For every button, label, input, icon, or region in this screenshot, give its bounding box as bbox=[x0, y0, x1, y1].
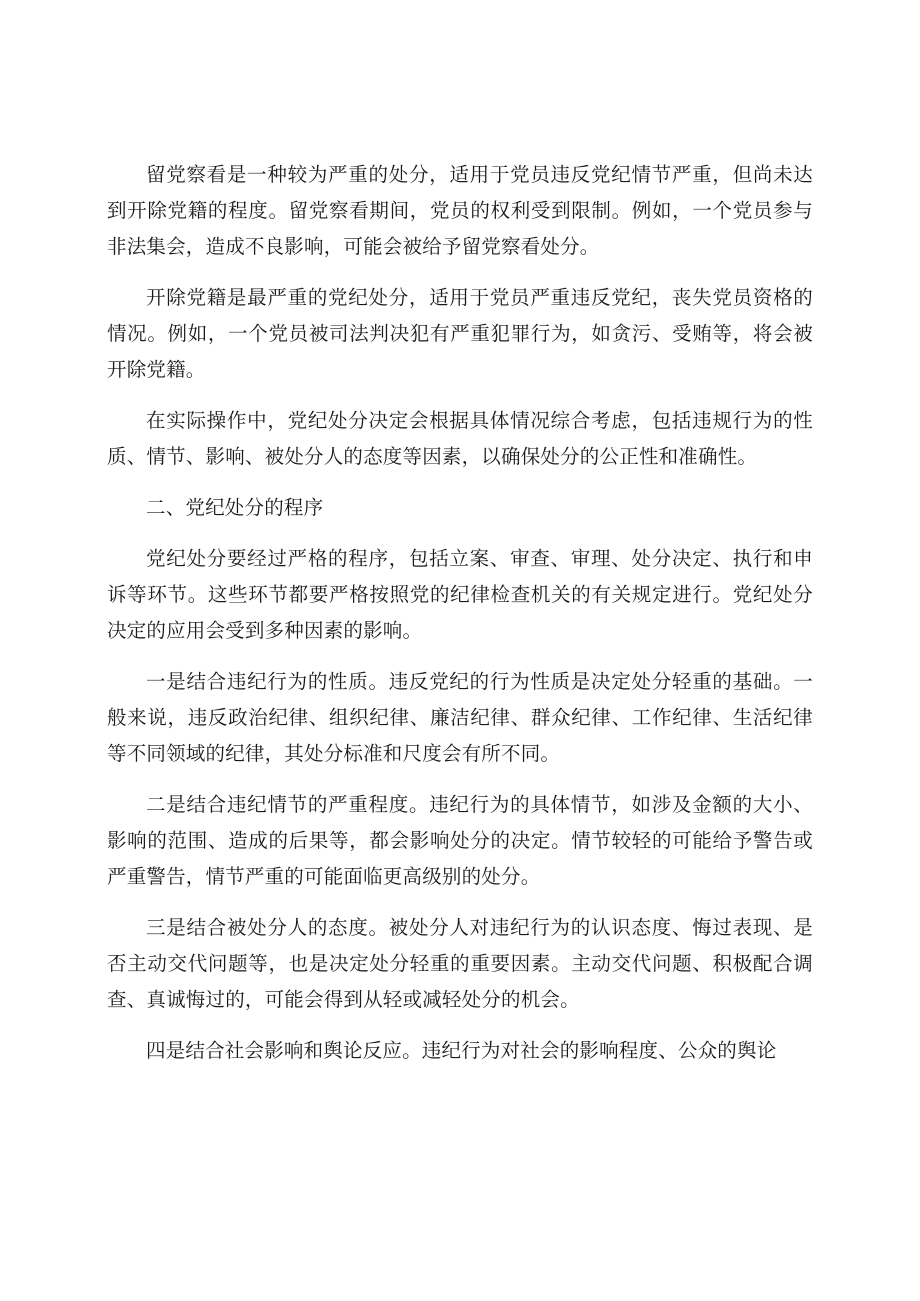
paragraph-factor-nature: 一是结合违纪行为的性质。违反党纪的行为性质是决定处分轻重的基础。一般来说，违反政治纪律、组织纪律、廉洁纪律、群众纪律、工作纪律、生活纪律等不同领域的纪律，其处分标准和尺度会有所不同。 bbox=[107, 670, 813, 765]
paragraph-factor-attitude: 三是结合被处分人的态度。被处分人对违纪行为的认识态度、悔过表现、是否主动交代问题等，也是决定处分轻重的重要因素。主动交代问题、积极配合调查、真诚悔过的，可能会得到从轻或减轻处分的机会。 bbox=[107, 916, 813, 1011]
paragraph-factor-severity: 二是结合违纪情节的严重程度。违纪行为的具体情节，如涉及金额的大小、影响的范围、造成的后果等，都会影响处分的决定。情节较轻的可能给予警告或严重警告，情节严重的可能面临更高级别的处分。 bbox=[107, 793, 813, 888]
paragraph-probation: 留党察看是一种较为严重的处分，适用于党员违反党纪情节严重，但尚未达到开除党籍的程度。留党察看期间，党员的权利受到限制。例如，一个党员参与非法集会，造成不良影响，可能会被给予留党察看处分。 bbox=[107, 163, 813, 258]
paragraph-procedure: 党纪处分要经过严格的程序，包括立案、审查、审理、处分决定、执行和申诉等环节。这些环节都要严格按照党的纪律检查机关的有关规定进行。党纪处分决定的应用会受到多种因素的影响。 bbox=[107, 547, 813, 642]
paragraph-factor-social: 四是结合社会影响和舆论反应。违纪行为对社会的影响程度、公众的舆论 bbox=[146, 1039, 777, 1062]
section-heading: 二、党纪处分的程序 bbox=[146, 496, 324, 519]
paragraph-expulsion: 开除党籍是最严重的党纪处分，适用于党员严重违反党纪，丧失党员资格的情况。例如，一个党员被司法判决犯有严重犯罪行为，如贪污、受贿等，将会被开除党籍。 bbox=[107, 286, 813, 381]
paragraph-practice: 在实际操作中，党纪处分决定会根据具体情况综合考虑，包括违规行为的性质、情节、影响、被处分人的态度等因素，以确保处分的公正性和准确性。 bbox=[107, 409, 813, 468]
document-body bbox=[107, 157, 813, 1084]
